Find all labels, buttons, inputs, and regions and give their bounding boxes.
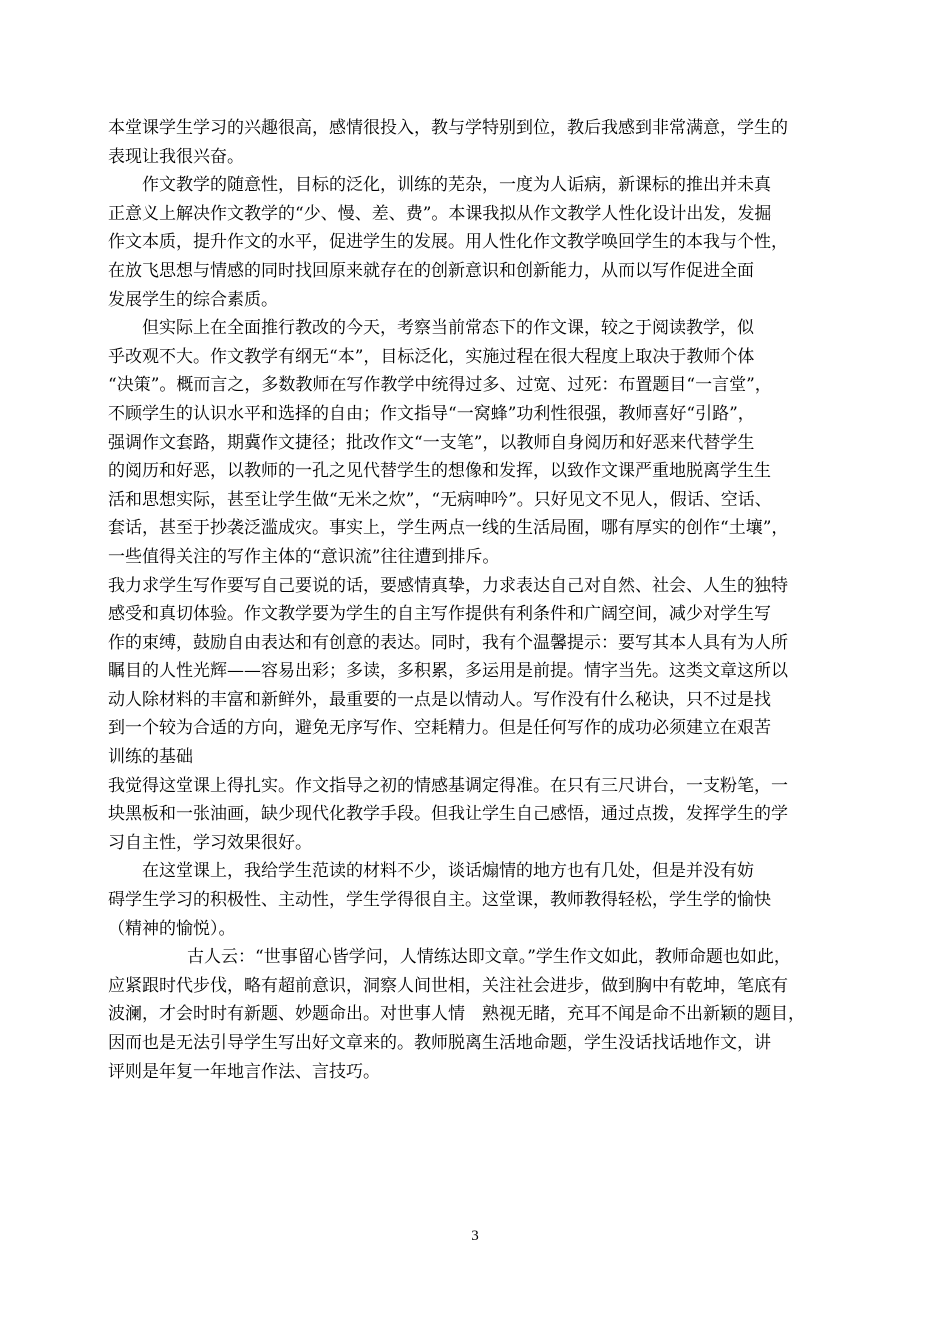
text-line: 碍学生学习的积极性、主动性，学生学得很自主。这堂课，教师教得轻松，学生学的愉快 <box>108 890 771 911</box>
text-line: 乎改观不大。作文教学有纲无“本”，目标泛化，实施过程在很大程度上取决于教师个体 <box>108 346 755 367</box>
text-line: 因而也是无法引导学生写出好文章来的。教师脱离生活地命题，学生没话找话地作文，讲 <box>108 1033 771 1053</box>
text-line: 活和思想实际，甚至让学生做“无米之炊”，“无病呻吟”。只好见文不见人，假话、空话、 <box>108 489 772 510</box>
paragraph <box>108 772 844 858</box>
text-line: 发展学生的综合素质。 <box>108 289 278 310</box>
text-line: 感受和真切体验。作文教学要为学生的自主写作提供有利条件和广阔空间，减少对学生写 <box>108 604 771 625</box>
paragraph <box>108 943 844 1086</box>
text-line: 波澜，才会时时有新题、妙题命出。对世事人情 熟视无睹，充耳不闻是命不出新颖的题目， <box>108 1004 805 1025</box>
text-line: 瞩目的人性光辉——容易出彩；多读，多积累，多运用是前提。情字当先。这类文章这所以 <box>108 661 788 682</box>
text-line: 本堂课学生学习的兴趣很高，感情很投入，教与学特别到位，教后我感到非常满意，学生的 <box>108 118 788 138</box>
text-line: 作的束缚，鼓励自由表达和有创意的表达。同时，我有个温馨提示：要写其本人具有为人所 <box>108 632 788 653</box>
text-line: （精神的愉悦）。 <box>108 918 236 939</box>
text-line: 作文本质，提升作文的水平，促进学生的发展。用人性化作文教学唤回学生的本我与个性， <box>108 232 788 253</box>
text-line: 的阅历和好恶，以教师的一孔之见代替学生的想像和发挥，以致作文课严重地脱离学生生 <box>108 461 771 482</box>
text-line: 作文教学的随意性，目标的泛化，训练的芜杂，一度为人诟病，新课标的推出并未真 <box>142 175 771 196</box>
text-line: 在这堂课上，我给学生范读的材料不少，谈话煽情的地方也有几处，但是并没有妨 <box>142 861 754 882</box>
paragraph <box>108 171 844 314</box>
text-line: 一些值得关注的写作主体的“意识流”往往遭到排斥。 <box>108 546 500 567</box>
text-line: 表现让我很兴奋。 <box>108 146 244 167</box>
text-line: 我力求学生写作要写自己要说的话，要感情真挚，力求表达自己对自然、社会、人生的独特 <box>108 575 788 596</box>
text-line: 训练的基础 <box>108 747 193 768</box>
text-line: 到一个较为合适的方向，避免无序写作、空耗精力。但是任何写作的成功必须建立在艰苦 <box>108 718 771 739</box>
paragraph <box>108 314 844 571</box>
text-line: 但实际上在全面推行教改的今天，考察当前常态下的作文课，较之于阅读教学，似 <box>142 318 754 339</box>
paragraph <box>108 572 844 772</box>
text-line: 习自主性，学习效果很好。 <box>108 832 312 853</box>
text-line: 古人云：“世事留心皆学问，人情练达即文章。”学生作文如此，教师命题也如此， <box>187 947 791 968</box>
text-line: 块黑板和一张油画，缺少现代化教学手段。但我让学生自己感悟，通过点拨，发挥学生的学 <box>108 804 788 825</box>
paragraph <box>108 857 844 943</box>
text-line: 动人除材料的丰富和新鲜外，最重要的一点是以情动人。写作没有什么秘诀，只不过是找 <box>108 689 771 710</box>
text-line: 评则是年复一年地言作法、言技巧。 <box>108 1061 380 1082</box>
page-number: 3 <box>471 1228 479 1244</box>
text-line: 不顾学生的认识水平和选择的自由；作文指导“一窝蜂”功利性很强，教师喜好“引路”， <box>108 403 755 424</box>
text-line: 我觉得这堂课上得扎实。作文指导之初的情感基调定得准。在只有三尺讲台，一支粉笔，一 <box>108 775 788 796</box>
text-line: “决策”。概而言之，多数教师在写作教学中统得过多、过宽、过死：布置题目“一言堂”， <box>108 375 772 396</box>
text-line: 正意义上解决作文教学的“少、慢、差、费”。本课我拟从作文教学人性化设计出发，发掘 <box>108 203 772 224</box>
document-body <box>108 114 844 1086</box>
text-line: 强调作文套路，期冀作文捷径；批改作文“一支笔”，以教师自身阅历和好恶来代替学生 <box>108 432 755 453</box>
text-line: 在放飞思想与情感的同时找回原来就存在的创新意识和创新能力，从而以写作促进全面 <box>108 260 754 281</box>
text-line: 套话，甚至于抄袭泛滥成灾。事实上，学生两点一线的生活局囿，哪有厚实的创作“土壤”， <box>108 518 789 539</box>
paragraph <box>108 114 844 171</box>
text-line: 应紧跟时代步伐，略有超前意识，洞察人间世相，关注社会进步，做到胸中有乾坤，笔底有 <box>108 975 788 996</box>
